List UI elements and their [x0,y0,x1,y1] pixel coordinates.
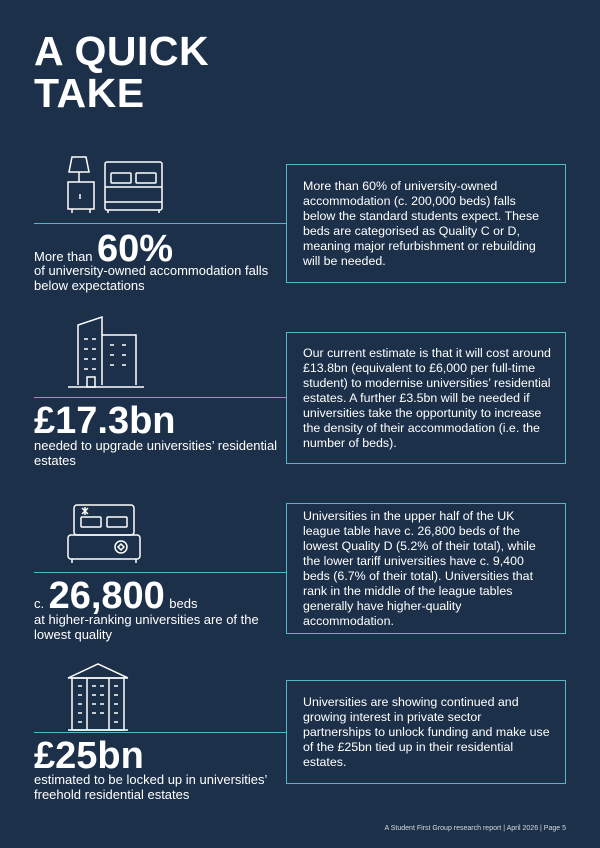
info-box [286,503,566,634]
info-box-text: Our current estimate is that it will cost around £13.8bn (equivalent to £6,000 per full-time student) to modernise universities’ residential estates. A further £3.5bn will be needed if universities take the opportunity to increase the density of their accommodation (i.e. the number of beds). [303,345,551,450]
stat-suffix: beds [169,596,198,611]
residential-building-icon [66,662,130,734]
page-title [34,30,209,114]
title-line-2: TAKE [34,70,145,116]
divider-line [34,572,286,573]
stat-prefix: c. [34,596,45,611]
stat-description: estimated to be locked up in universities’ freehold residential estates [34,772,267,802]
info-box [286,680,566,784]
stat-prefix: More than [34,249,93,264]
stat-value: 26,800 [48,575,165,617]
info-box [286,164,566,283]
info-box [286,332,566,464]
page-footer: A Student First Group research report | April 2026 | Page 5 [384,825,566,832]
stat-description: at higher-ranking universities are of the lowest quality [34,612,259,642]
divider-line [34,223,286,224]
stat-value: £25bn [34,735,144,777]
stat-value: 60% [97,228,174,270]
divider-line [34,732,286,733]
stat-description: of university-owned accommodation falls below expectations [34,263,269,293]
info-box-text: Universities are showing continued and growing interest in private sector partnerships to unlock funding and make use of the £25bn tied up in their residential estates. [303,694,550,769]
bedroom-icon [64,155,168,215]
stat-value: £17.3bn [34,400,176,442]
info-box-text: More than 60% of university-owned accommodation (c. 200,000 beds) falls below the standard students expect. These beds are categorised as Quality C or D, meaning major refurbishment or rebuilding will be needed. [303,178,540,268]
stat-description: needed to upgrade universities’ residential estates [34,438,278,468]
buildings-icon [66,315,146,390]
stat-line [34,737,144,775]
stat-line [34,402,176,440]
worn-bed-icon [66,503,142,565]
title-line-1: A QUICK [34,28,210,74]
info-box-text: Universities in the upper half of the UK league table have c. 26,800 beds of the lowest Quality D (5.2% of their total), while the lower tariff universities have c. 9,400 beds (6.7% of their total). Universities that rank in the middle of the league tables generally have higher-quality accommodation. [303,508,536,628]
divider-line [34,397,286,398]
stat-line [34,577,197,615]
